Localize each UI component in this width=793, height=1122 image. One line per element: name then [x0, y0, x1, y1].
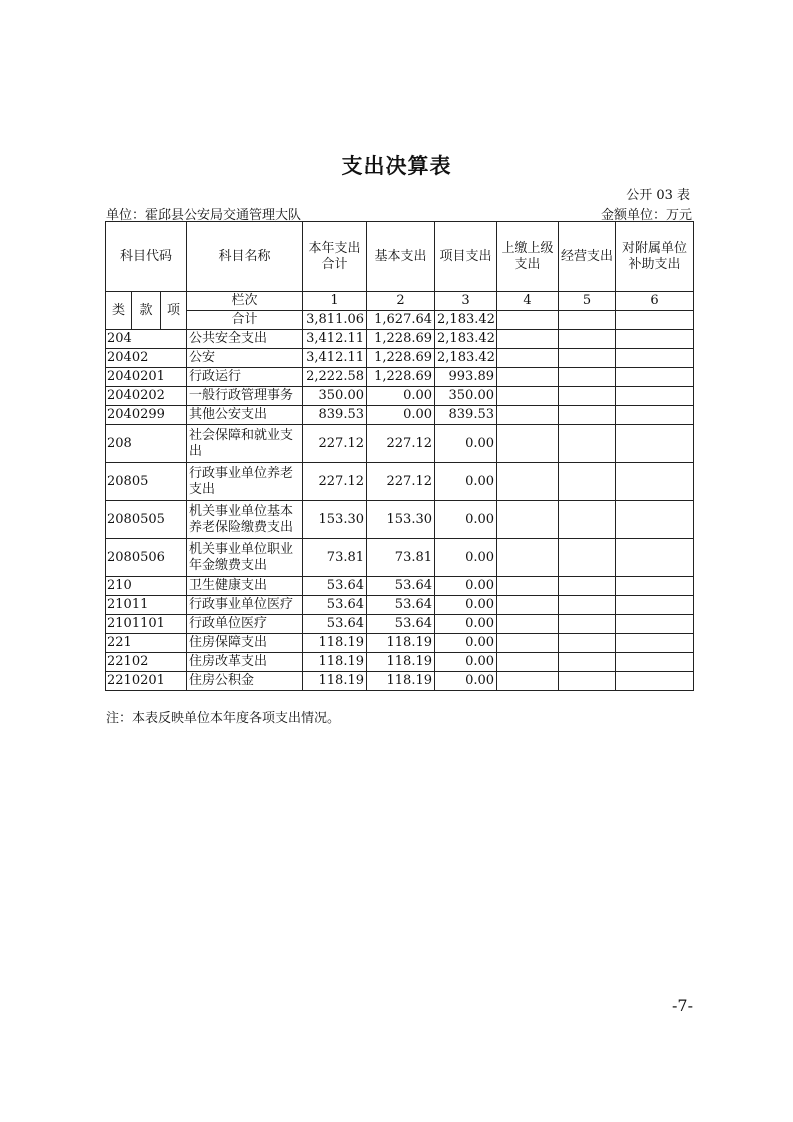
- col-index-2: 2: [367, 292, 435, 311]
- amount-basic: 1,228.69: [367, 330, 435, 349]
- header-total: 本年支出合计: [303, 222, 367, 292]
- header-upper: 上缴上级支出: [497, 222, 559, 292]
- header-lei: 类: [106, 292, 132, 330]
- subject-name: 行政事业单位养老支出: [187, 463, 303, 501]
- amount-subsidy: [616, 501, 694, 539]
- amount-subsidy: [616, 406, 694, 425]
- amount-upper: [497, 539, 559, 577]
- table-row: [106, 425, 694, 463]
- amount-basic: 153.30: [367, 501, 435, 539]
- amount-operating: [559, 406, 616, 425]
- table-row: [106, 368, 694, 387]
- total-label: 合计: [187, 311, 303, 330]
- table-row: [106, 653, 694, 672]
- amount-operating: [559, 653, 616, 672]
- amount-basic: 118.19: [367, 634, 435, 653]
- page-number: -7-: [672, 996, 693, 1015]
- amount-subsidy: [616, 577, 694, 596]
- amount-project: 2,183.42: [435, 349, 497, 368]
- total-project: 2,183.42: [435, 311, 497, 330]
- col-index-5: 5: [559, 292, 616, 311]
- amount-subsidy: [616, 349, 694, 368]
- subject-code: 2101101: [106, 615, 187, 634]
- amount-project: 0.00: [435, 425, 497, 463]
- amount-upper: [497, 596, 559, 615]
- amount-project: 0.00: [435, 463, 497, 501]
- table-row: [106, 672, 694, 691]
- amount-unit: 金额单位：万元: [600, 208, 692, 223]
- header-kuan: 款: [132, 292, 161, 330]
- amount-subsidy: [616, 596, 694, 615]
- amount-subsidy: [616, 634, 694, 653]
- amount-project: 993.89: [435, 368, 497, 387]
- amount-basic: 227.12: [367, 463, 435, 501]
- amount-subsidy: [616, 425, 694, 463]
- subject-name: 一般行政管理事务: [187, 387, 303, 406]
- col-index-3: 3: [435, 292, 497, 311]
- amount-subsidy: [616, 368, 694, 387]
- amount-basic: 0.00: [367, 387, 435, 406]
- amount-basic: 53.64: [367, 596, 435, 615]
- amount-upper: [497, 463, 559, 501]
- amount-subsidy: [616, 463, 694, 501]
- table-row: [106, 577, 694, 596]
- table-row: [106, 501, 694, 539]
- subject-name: 行政单位医疗: [187, 615, 303, 634]
- subject-code: 208: [106, 425, 187, 463]
- amount-project: 0.00: [435, 539, 497, 577]
- amount-project: 0.00: [435, 577, 497, 596]
- amount-basic: 53.64: [367, 577, 435, 596]
- subject-name: 行政运行: [187, 368, 303, 387]
- amount-project: 0.00: [435, 653, 497, 672]
- amount-project: 2,183.42: [435, 330, 497, 349]
- subject-code: 2210201: [106, 672, 187, 691]
- amount-operating: [559, 425, 616, 463]
- header-code: 科目代码: [106, 222, 187, 292]
- amount-upper: [497, 330, 559, 349]
- amount-upper: [497, 577, 559, 596]
- header-row: [106, 222, 694, 292]
- amount-total: 153.30: [303, 501, 367, 539]
- amount-total: 118.19: [303, 634, 367, 653]
- amount-project: 350.00: [435, 387, 497, 406]
- form-number: 公开 03 表: [626, 188, 690, 203]
- amount-basic: 73.81: [367, 539, 435, 577]
- table-row: [106, 463, 694, 501]
- subject-code: 2040202: [106, 387, 187, 406]
- amount-basic: 227.12: [367, 425, 435, 463]
- amount-operating: [559, 539, 616, 577]
- amount-upper: [497, 615, 559, 634]
- header-subsidy: 对附属单位补助支出: [616, 222, 694, 292]
- col-index-4: 4: [497, 292, 559, 311]
- subject-code: 20805: [106, 463, 187, 501]
- subject-name: 公共安全支出: [187, 330, 303, 349]
- amount-upper: [497, 349, 559, 368]
- subject-name: 公安: [187, 349, 303, 368]
- table-row: [106, 615, 694, 634]
- subject-name: 社会保障和就业支出: [187, 425, 303, 463]
- subject-name: 行政事业单位医疗: [187, 596, 303, 615]
- amount-project: 0.00: [435, 596, 497, 615]
- amount-basic: 1,228.69: [367, 368, 435, 387]
- amount-subsidy: [616, 539, 694, 577]
- amount-total: 118.19: [303, 672, 367, 691]
- amount-total: 53.64: [303, 615, 367, 634]
- table-row: [106, 634, 694, 653]
- amount-upper: [497, 501, 559, 539]
- amount-subsidy: [616, 330, 694, 349]
- subject-name: 住房公积金: [187, 672, 303, 691]
- total-basic: 1,627.64: [367, 311, 435, 330]
- amount-project: 0.00: [435, 615, 497, 634]
- amount-project: 0.00: [435, 634, 497, 653]
- amount-operating: [559, 368, 616, 387]
- amount-upper: [497, 406, 559, 425]
- amount-operating: [559, 634, 616, 653]
- subject-code: 210: [106, 577, 187, 596]
- amount-total: 227.12: [303, 463, 367, 501]
- header-operating: 经营支出: [559, 222, 616, 292]
- total-upper: [497, 311, 559, 330]
- amount-project: 0.00: [435, 501, 497, 539]
- subject-code: 2080505: [106, 501, 187, 539]
- amount-basic: 118.19: [367, 672, 435, 691]
- subject-code: 22102: [106, 653, 187, 672]
- table-row: [106, 330, 694, 349]
- subject-name: 机关事业单位基本养老保险缴费支出: [187, 501, 303, 539]
- amount-total: 3,412.11: [303, 330, 367, 349]
- amount-total: 118.19: [303, 653, 367, 672]
- amount-total: 53.64: [303, 577, 367, 596]
- subject-code: 2080506: [106, 539, 187, 577]
- subject-name: 机关事业单位职业年金缴费支出: [187, 539, 303, 577]
- amount-subsidy: [616, 653, 694, 672]
- amount-subsidy: [616, 387, 694, 406]
- amount-operating: [559, 463, 616, 501]
- amount-total: 3,412.11: [303, 349, 367, 368]
- amount-operating: [559, 615, 616, 634]
- page-title: 支出决算表: [341, 154, 452, 178]
- header-project: 项目支出: [435, 222, 497, 292]
- amount-total: 350.00: [303, 387, 367, 406]
- amount-operating: [559, 501, 616, 539]
- subject-name: 住房保障支出: [187, 634, 303, 653]
- amount-basic: 0.00: [367, 406, 435, 425]
- header-xiang: 项: [161, 292, 187, 330]
- subject-code: 221: [106, 634, 187, 653]
- subject-name: 住房改革支出: [187, 653, 303, 672]
- amount-operating: [559, 596, 616, 615]
- amount-total: 53.64: [303, 596, 367, 615]
- subject-name: 其他公安支出: [187, 406, 303, 425]
- amount-upper: [497, 368, 559, 387]
- subject-code: 204: [106, 330, 187, 349]
- subject-code: 2040299: [106, 406, 187, 425]
- amount-operating: [559, 577, 616, 596]
- amount-operating: [559, 349, 616, 368]
- amount-basic: 53.64: [367, 615, 435, 634]
- header-name: 科目名称: [187, 222, 303, 292]
- total-subsidy: [616, 311, 694, 330]
- amount-total: 2,222.58: [303, 368, 367, 387]
- subject-code: 2040201: [106, 368, 187, 387]
- table-row: [106, 539, 694, 577]
- amount-upper: [497, 387, 559, 406]
- amount-total: 227.12: [303, 425, 367, 463]
- amount-subsidy: [616, 672, 694, 691]
- amount-project: 839.53: [435, 406, 497, 425]
- amount-upper: [497, 653, 559, 672]
- subject-code: 20402: [106, 349, 187, 368]
- subject-name: 卫生健康支出: [187, 577, 303, 596]
- total-row: [106, 311, 694, 330]
- table-row: [106, 406, 694, 425]
- subject-code: 21011: [106, 596, 187, 615]
- column-index-row: [106, 292, 694, 311]
- table-note: 注：本表反映单位本年度各项支出情况。: [106, 711, 341, 726]
- header-lanci: 栏次: [187, 292, 303, 311]
- col-index-1: 1: [303, 292, 367, 311]
- col-index-6: 6: [616, 292, 694, 311]
- amount-total: 73.81: [303, 539, 367, 577]
- amount-subsidy: [616, 615, 694, 634]
- amount-total: 839.53: [303, 406, 367, 425]
- amount-operating: [559, 387, 616, 406]
- expenditure-table: [105, 221, 694, 691]
- amount-operating: [559, 672, 616, 691]
- total-operating: [559, 311, 616, 330]
- reporting-unit: 单位：霍邱县公安局交通管理大队: [106, 208, 302, 223]
- amount-operating: [559, 330, 616, 349]
- amount-basic: 1,228.69: [367, 349, 435, 368]
- total-total: 3,811.06: [303, 311, 367, 330]
- amount-upper: [497, 672, 559, 691]
- amount-upper: [497, 425, 559, 463]
- amount-basic: 118.19: [367, 653, 435, 672]
- amount-project: 0.00: [435, 672, 497, 691]
- table-row: [106, 596, 694, 615]
- table-row: [106, 349, 694, 368]
- amount-upper: [497, 634, 559, 653]
- table-row: [106, 387, 694, 406]
- header-basic: 基本支出: [367, 222, 435, 292]
